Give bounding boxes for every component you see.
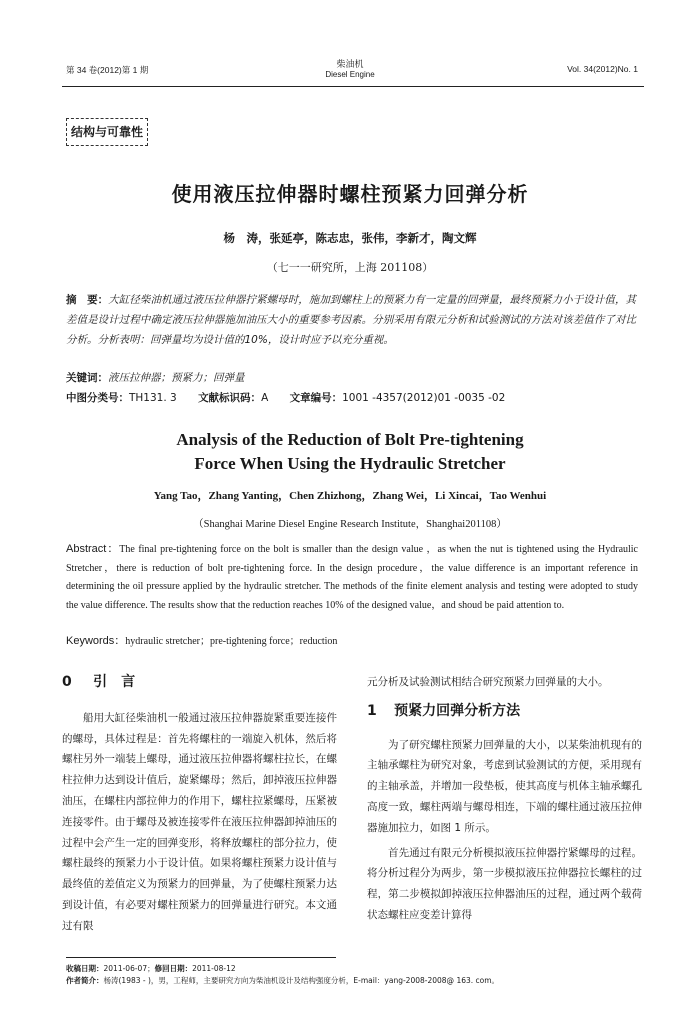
keywords-en-text: hydraulic stretcher；pre-tightening force；reduction — [125, 636, 338, 647]
header-rule — [62, 86, 644, 87]
abstract-en-label: Abstract： — [66, 543, 120, 555]
abstract-en — [66, 540, 638, 615]
received-value: 2011-06-07； — [103, 964, 155, 973]
doc-code — [198, 392, 268, 404]
section0-heading — [62, 672, 337, 694]
doc-label: 文献标识码： — [198, 392, 262, 404]
doc-value: A — [261, 392, 269, 404]
title-en — [0, 428, 700, 476]
clc-code — [66, 392, 177, 404]
section1-paragraph1: 为了研究螺柱预紧力回弹量的大小，以某柴油机现有的主轴承螺柱为研究对象，考虑到试验测试的方便，采用现有的主轴承盖，并增加一段垫板，使其高度与机体主轴承螺孔高度一致，螺柱两端与螺母相连，下端的螺柱通过液压拉伸器施加拉力，如图 1 所示。 — [367, 738, 642, 834]
section-badge: 结构与可靠性 — [66, 118, 148, 146]
keywords-cn-label: 关键词： — [66, 372, 108, 384]
left-column — [62, 672, 337, 937]
section1-heading — [367, 701, 642, 723]
revised-value: 2011-08-12 — [192, 964, 236, 973]
keywords-cn-text: 液压拉伸器；预紧力；回弹量 — [108, 372, 245, 384]
affiliation-cn: （七一一研究所，上海 201108） — [266, 261, 434, 274]
article-code — [290, 392, 506, 404]
section0-title: 引 言 — [93, 674, 136, 690]
keywords-en-label: Keywords： — [66, 635, 126, 647]
received-label: 收稿日期： — [66, 964, 104, 973]
footnote-dates — [66, 963, 646, 975]
clc-label: 中图分类号： — [66, 392, 129, 404]
section1-paragraph2: 首先通过有限元分析模拟液压拉伸器拧紧螺母的过程。将分析过程分为两步，第一步模拟液压拉伸器拉长螺柱的过程，第二步模拟卸掉液压拉伸器油压的过程，通过两个载荷状态螺柱应变差计算得 — [367, 846, 642, 921]
author-bio-label: 作者简介： — [66, 976, 104, 985]
journal-issue-en: Vol. 34(2012)No. 1 — [567, 64, 638, 74]
classification-line — [66, 390, 646, 405]
authors-en: Yang Tao，Zhang Yanting，Chen Zhizhong，Zhang Wei，Li Xincai，Tao Wenhui — [153, 490, 547, 502]
keywords-cn — [66, 370, 636, 385]
section0-paragraph: 船用大缸径柴油机一般通过液压拉伸器旋紧重要连接件的螺母，具体过程是：首先将螺柱的一端旋入机体，然后将螺柱另外一端装上螺母，通过液压拉伸器将螺柱拉长，在螺柱拉伸力达到设计值后，旋紧螺母；然后，卸掉液压拉伸器油压，在螺柱内部拉伸力的作用下，螺柱拉紧螺母，压紧被连接零件。由于螺母及被连接零件在液压拉伸器卸掉油压的过程中会产生一定的回弹变形，将释放螺柱的部分拉力，使螺柱最终的预紧力小于设计值。如果将螺柱预紧力设计值与最终值的差值定义为预紧力的回弹量，为了使螺柱预紧力达到设计值，有必要对螺柱预紧力的回弹量进行研究。本文通过有限 — [62, 711, 337, 932]
article-label: 文章编号： — [289, 392, 343, 404]
journal-name-en: Diesel Engine — [325, 70, 375, 79]
affiliation-en: （Shanghai Marine Diesel Engine Research Institute，Shanghai201108） — [193, 519, 507, 530]
journal-issue-cn: 第 34 卷(2012)第 1 期 — [66, 65, 149, 75]
title-en-line1: Analysis of the Reduction of Bolt Pre-tightening — [176, 430, 524, 449]
abstract-cn-label: 摘 要： — [66, 294, 109, 306]
journal-name-cn: 柴油机 — [336, 59, 364, 69]
revised-label: 修回日期： — [154, 964, 193, 973]
section1-title: 预紧力回弹分析方法 — [394, 702, 521, 719]
author-bio-value: 杨涛(1983 - )，男，工程师，主要研究方向为柴油机设计及结构强度分析，E-mail：yang-2008-2008@ 163. com。 — [103, 976, 500, 985]
authors-cn: 杨 涛，张延亭，陈志忠，张伟，李新才，陶文辉 — [223, 231, 477, 245]
abstract-cn-text: 大缸径柴油机通过液压拉伸器拧紧螺母时，施加到螺柱上的预紧力有一定量的回弹量，最终预紧力小于设计值，其差值是设计过程中确定液压拉伸器施加油压大小的重要参考因素。分别采用有限元分析和试验测试的方法对该差值作了对比分析。分析表明：回弹量均为设计值的10%，设计时应予以充分重视。 — [66, 294, 637, 346]
right-column — [367, 672, 642, 926]
footnote-rule — [66, 957, 336, 958]
article-value: 1001 -4357(2012)01 -0035 -02 — [342, 392, 506, 404]
abstract-cn — [66, 290, 636, 350]
keywords-en — [66, 632, 638, 648]
abstract-en-text: The final pre-tightening force on the bolt is smaller than the design value ，as when the nut is tightened using the Hydraulic Stretcher，there is reduction of bolt pre-tightening force. In the design procedure，the value difference is an important reference in determining the oil pressure applied by the hydraulic stretcher. The methods of the finite element analysis and testing were adopted to study the value difference. The results show that the reduction reaches 10% of the designed value，and shoud be paid attention to. — [66, 544, 638, 611]
clc-value: TH131. 3 — [129, 392, 177, 404]
title-en-line2: Force When Using the Hydraulic Stretcher — [194, 454, 506, 473]
section0-number: 0 — [62, 674, 72, 690]
footnote — [66, 963, 646, 987]
title-cn: 使用液压拉伸器时螺柱预紧力回弹分析 — [171, 182, 529, 206]
section1-number: 1 — [367, 702, 377, 719]
section0-continuation: 元分析及试验测试相结合研究预紧力回弹量的大小。 — [367, 676, 609, 688]
footnote-author — [66, 975, 646, 987]
